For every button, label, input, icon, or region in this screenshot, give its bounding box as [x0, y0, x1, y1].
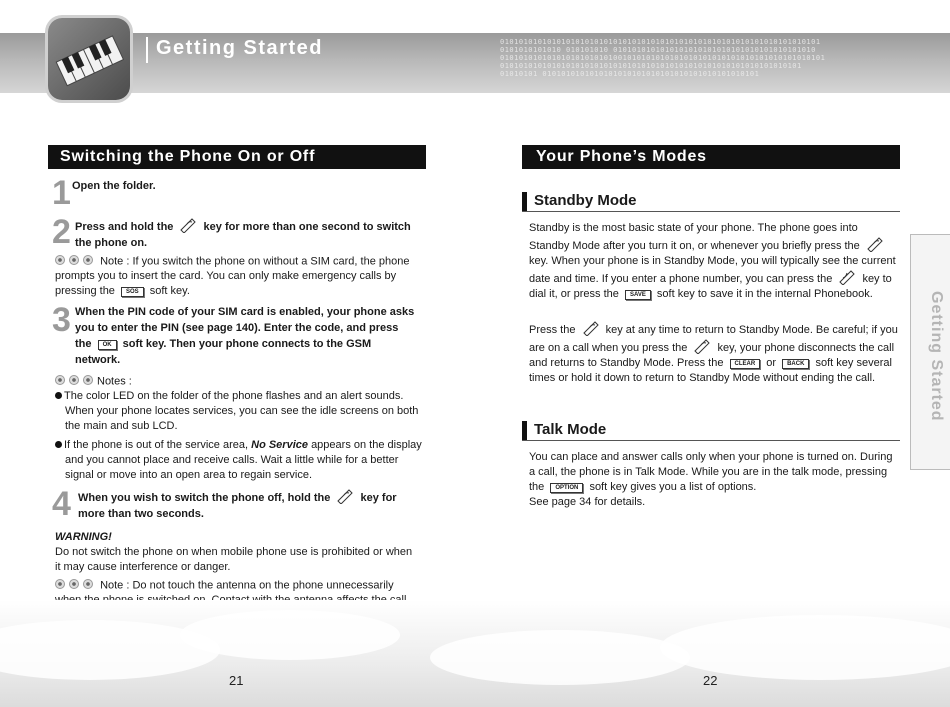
note-sim-card: Note : If you switch the phone on without a SIM card, the phone prompts you to insert the card. You can only make emergency calls by pressing the SOS soft key.: [55, 255, 410, 298]
side-tab[interactable]: [910, 234, 950, 470]
back-softkey: BACK: [782, 359, 809, 369]
end-key-icon: [335, 488, 355, 504]
step-number-3: 3: [52, 301, 71, 339]
end-key-icon: [581, 320, 601, 336]
warning-block: [55, 530, 415, 575]
ok-softkey: OK: [98, 340, 117, 350]
talk-mode-heading: Talk Mode: [522, 421, 900, 441]
end-key-icon: [178, 217, 198, 233]
notes-bullet-2: If the phone is out of the service area, No Service appears on the display and you cannot place and receive calls. Wait a little while for a better signal or move into an open area to regain service.: [55, 438, 425, 483]
end-key-icon: [865, 236, 885, 252]
bullet-icon: [55, 392, 62, 399]
step-1-text: Open the folder.: [72, 180, 156, 192]
step-4-text: When you wish to switch the phone off, hold the key for more than two seconds.: [78, 488, 418, 522]
sos-softkey: SOS: [121, 287, 144, 297]
warning-text: Do not switch the phone on when mobile phone use is prohibited or when it may cause interference or danger.: [55, 546, 413, 573]
page-number-right: 22: [703, 673, 718, 688]
warning-title: WARNING!: [55, 531, 112, 543]
talk-mode-paragraph: You can place and answer calls only when your phone is turned on. During a call, the phone is in Talk Mode. While you are in the talk mode, pressing the OPTION soft key gives you a list of options. See page 34 for details.: [529, 451, 893, 508]
notes-dots-icon: [55, 374, 97, 389]
header-divider: [146, 37, 148, 63]
clear-softkey: CLEAR: [730, 359, 761, 369]
page-number-left: 21: [229, 673, 244, 688]
side-tab-label: Getting Started: [928, 291, 945, 422]
step-number-2: 2: [52, 213, 71, 251]
notes-block: Notes : The color LED on the folder of the phone flashes and an alert sounds. When your phone locates services, you can see the idle screens on both the main and sub LCD. If the phone is out of the service area, No Service appears on the display and you cannot place and receive calls. Wait a little while for a better signal or move into an open area to regain service.: [55, 374, 425, 483]
bullet-icon: [55, 441, 62, 448]
footer-clouds: [0, 600, 950, 707]
notes-bullet-1: The color LED on the folder of the phone flashes and an alert sounds. When your phone locates services, you can see the idle screens on both the main and sub LCD.: [55, 389, 425, 434]
standby-paragraph-2: Press the key at any time to return to Standby Mode. Be careful; if you are on a call when you press the key, your phone disconnects the call and returns to Standby Mode. Press the CLEAR or BACK soft key several times or hold it down to return to Standby Mode without ending the call.: [529, 320, 901, 386]
send-key-icon: [837, 269, 857, 285]
note-antenna: Note : Do not touch the antenna on the phone unnecessarily: [55, 578, 417, 638]
note-dots-icon: [55, 578, 97, 593]
step-3-text: When the PIN code of your SIM card is enabled, your phone asks you to enter the PIN (see page 140). Enter the code, and press the OK soft key. Then your phone connects to the GSM network.: [75, 306, 415, 366]
step-number-4: 4: [52, 485, 71, 523]
section-title-modes: Your Phone’s Modes: [522, 145, 900, 169]
header-binary-pattern: 01010101010101010101010101010101010101010101010101010101010101010101 0101010101010 010101010 0101010101010101010101010101010101010101010 010101010101010101010101001010101010101010101010101010101010101010101 0101010101010101010101010101010101010101010101010101010101010101 01010101 0101010101010101010101010101010101010101010101: [500, 38, 826, 78]
step-2-text: Press and hold the key for more than one second to switch the phone on.: [75, 217, 415, 251]
option-softkey: OPTION: [550, 483, 583, 493]
page-header: [0, 0, 950, 100]
page-title: Getting Started: [156, 37, 323, 59]
section-title-switching: Switching the Phone On or Off: [48, 145, 426, 169]
step-number-1: 1: [52, 174, 71, 212]
note-dots-icon: [55, 254, 97, 269]
save-softkey: SAVE: [625, 290, 651, 300]
standby-mode-heading: Standby Mode: [522, 192, 900, 212]
piano-keys-icon: [48, 18, 130, 100]
end-key-icon: [692, 338, 712, 354]
standby-paragraph-1: Standby is the most basic state of your phone. The phone goes into Standby Mode after you turn it on, or whenever you briefly press the key. When your phone is in Standby Mode, you will typically see the current date and time. If you enter a phone number, you can press the key to dial it, or press the SAVE soft key to save it in the internal Phonebook.: [529, 222, 896, 300]
